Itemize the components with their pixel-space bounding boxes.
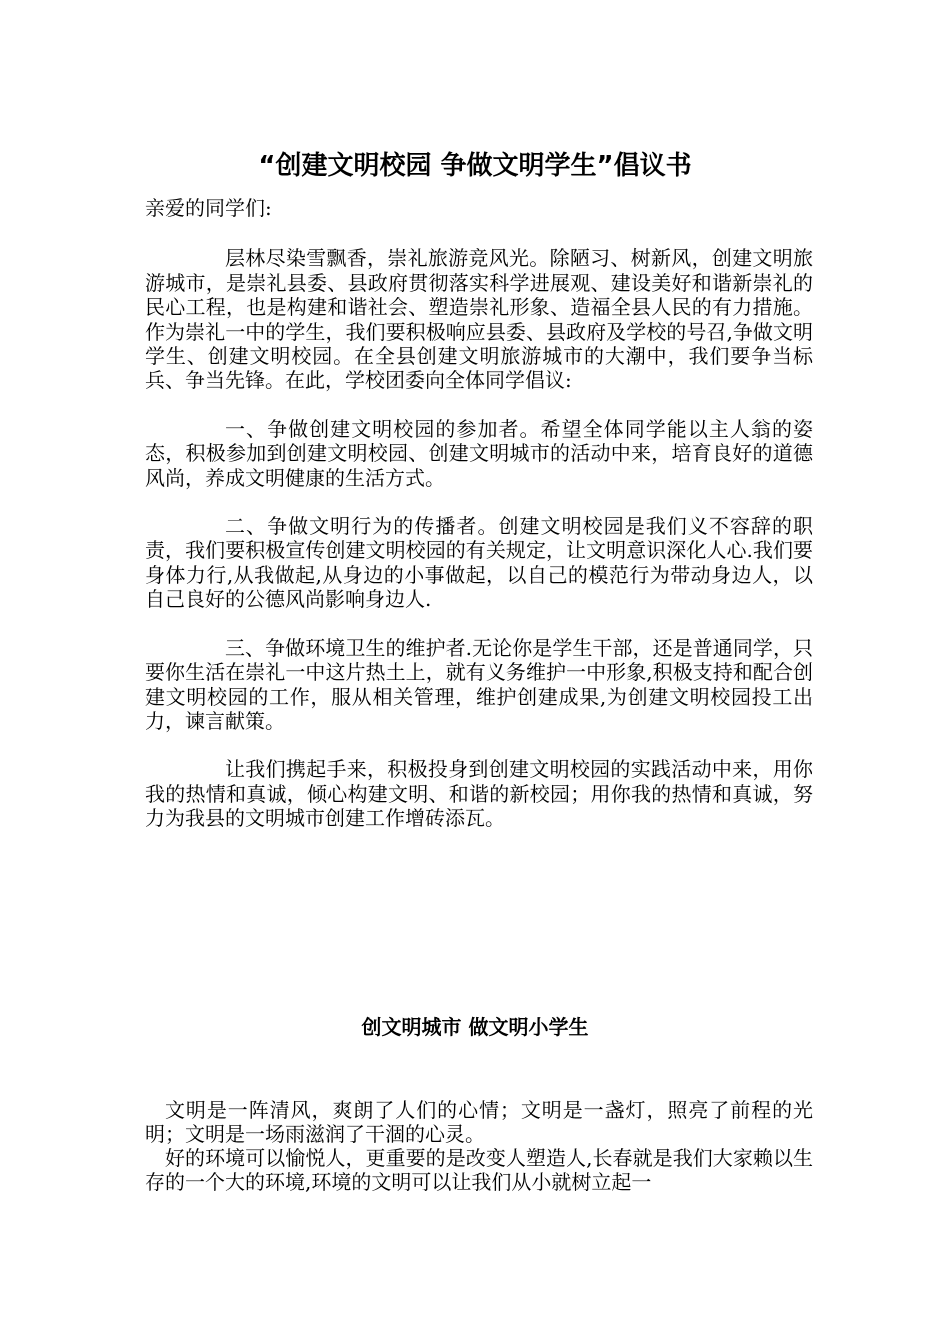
essay-paragraph: 文明是一阵清风，爽朗了人们的心情；文明是一盏灯，照亮了前程的光明；文明是一场雨滋润了干涸的心灵。	[145, 1098, 813, 1146]
proposal-letter	[145, 196, 813, 855]
essay-body	[145, 1098, 813, 1194]
letter-paragraph-point-3: 三、争做环境卫生的维护者.无论你是学生干部，还是普通同学，只要你生活在崇礼一中这片热土上，就有义务维护一中形象,积极支持和配合创建文明校园的工作，服从相关管理，维护创建成果,为创建文明校园投工出力，谏言献策。	[145, 635, 813, 733]
letter-paragraph-point-2: 二、争做文明行为的传播者。创建文明校园是我们义不容辞的职责，我们要积极宣传创建文明校园的有关规定，让文明意识深化人心.我们要身体力行,从我做起,从身边的小事做起，以自己的模范行为带动身边人，以自己良好的公德风尚影响身边人.	[145, 514, 813, 612]
essay-paragraph: 好的环境可以愉悦人，更重要的是改变人塑造人,长春就是我们大家赖以生存的一个大的环境,环境的文明可以让我们从小就树立起一	[145, 1146, 813, 1194]
letter-paragraph-point-1: 一、争做创建文明校园的参加者。希望全体同学能以主人翁的姿态，积极参加到创建文明校园、创建文明城市的活动中来，培育良好的道德风尚，养成文明健康的生活方式。	[145, 416, 813, 490]
essay-title: 创文明城市 做文明小学生	[361, 1014, 589, 1039]
salutation: 亲爱的同学们:	[145, 196, 272, 220]
letter-paragraph-closing: 让我们携起手来，积极投身到创建文明校园的实践活动中来，用你我的热情和真诚，倾心构建文明、和谐的新校园；用你我的热情和真诚，努力为我县的文明城市创建工作增砖添瓦。	[145, 757, 813, 831]
document-title: “创建文明校园 争做文明学生”倡议书	[258, 151, 692, 182]
letter-paragraph-intro: 层林尽染雪飘香，崇礼旅游竞风光。除陋习、树新风，创建文明旅游城市，是崇礼县委、县政府贯彻落实科学进展观、建设美好和谐新崇礼的民心工程，也是构建和谐社会、塑造崇礼形象、造福全县人民的有力措施。作为崇礼一中的学生，我们要积极响应县委、县政府及学校的号召,争做文明学生、创建文明校园。在全县创建文明旅游城市的大潮中，我们要争当标兵、争当先锋。在此，学校团委向全体同学倡议:	[145, 246, 813, 393]
